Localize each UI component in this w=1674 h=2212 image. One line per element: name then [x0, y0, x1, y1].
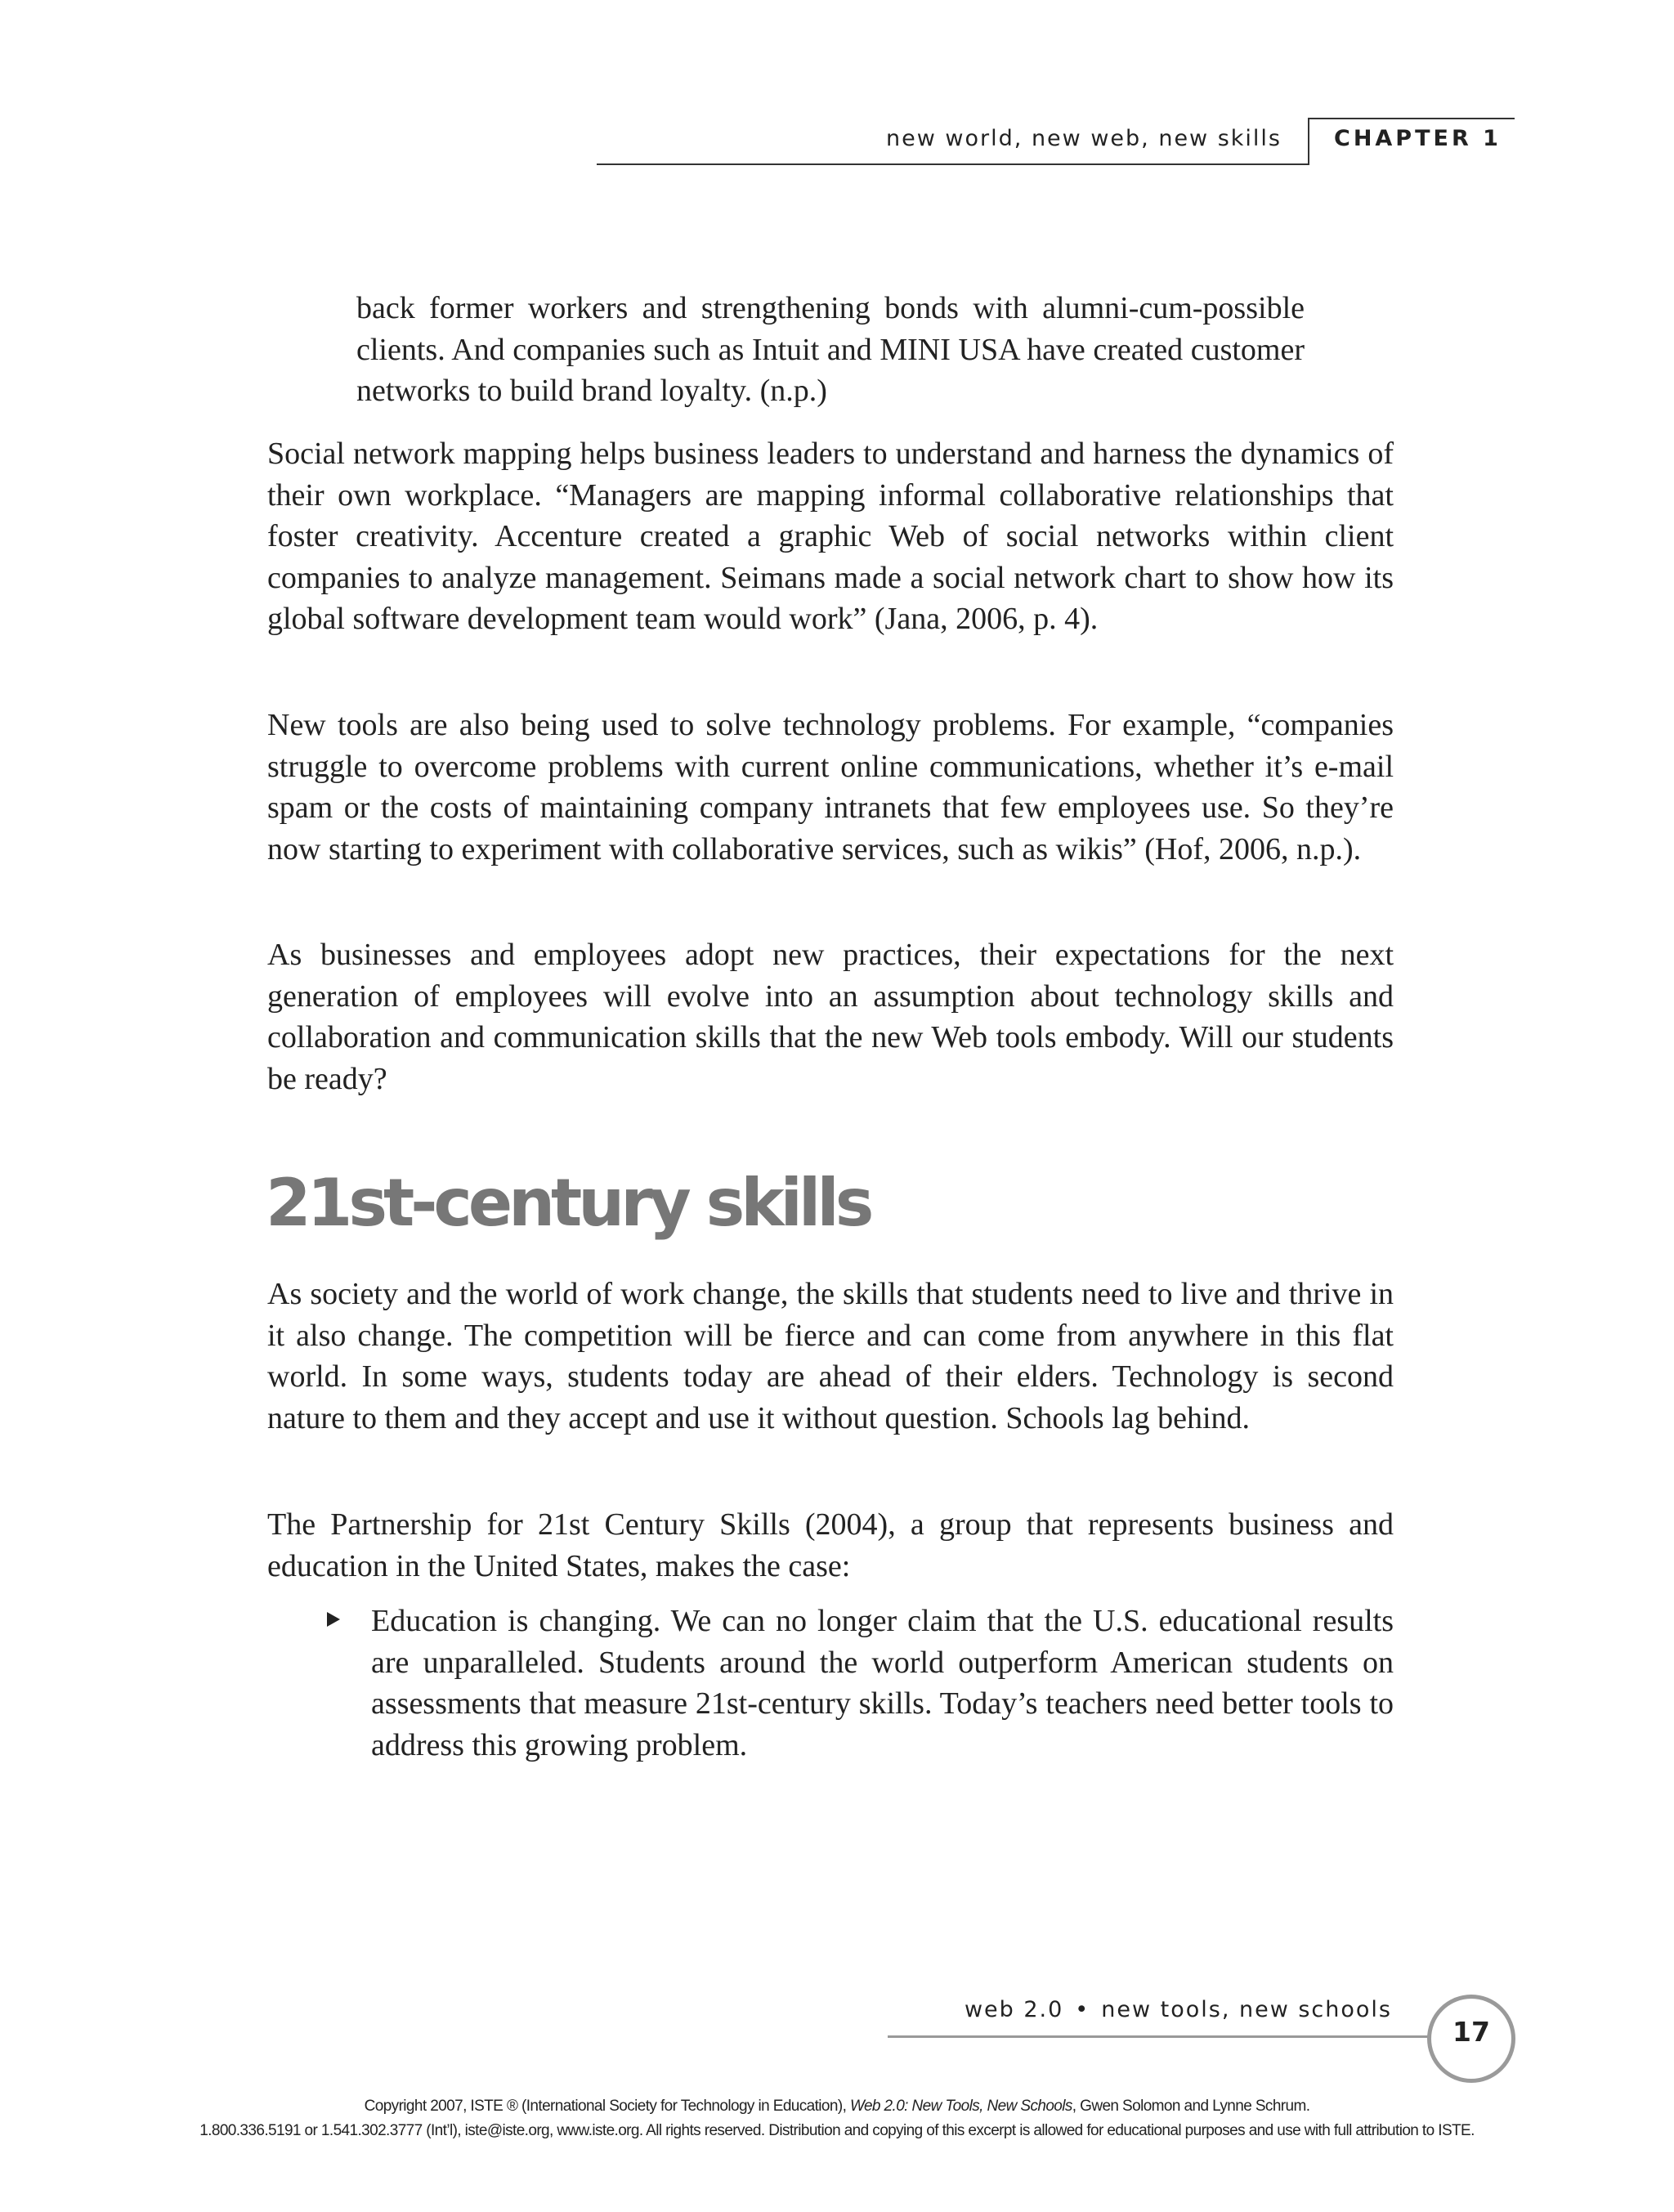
- copyright-text: , Gwen Solomon and Lynne Schrum.: [1072, 2098, 1310, 2115]
- paragraph: As society and the world of work change, the skills that students need to live and thrive in it also change. The competition will be fierce and can come from anywhere in this flat world. In some ways, students today are ahead of their elders. Technology is second nature to them and they accept and use it without question. Schools lag behind.: [267, 1277, 1394, 1435]
- running-header-title: new world, new web, new skills: [886, 126, 1282, 151]
- page-number: 17: [1452, 2016, 1490, 2048]
- bullet-text: Education is changing. We can no longer claim that the U.S. educational results are unparalleled. Students around the world outperform American students on assessments that measure 21st-century skills. Today’s teachers need better tools to address this growing problem.: [371, 1604, 1394, 1762]
- copyright-contact-line: 1.800.336.5191 or 1.541.302.3777 (Int’l), iste@iste.org, www.iste.org. All rights reserved. Distribution and copying of this excerpt is allowed for educational purposes and use with full attribution to ISTE.: [199, 2122, 1475, 2139]
- book-title-part: web 2.0: [964, 1997, 1064, 2022]
- chapter-label: CHAPTER 1: [1334, 126, 1502, 151]
- running-footer-title: [965, 1997, 1392, 2022]
- copyright-line: [0, 2098, 1674, 2116]
- block-quote-continued: back former workers and strengthening bonds with alumni-cum-possible clients. And companies such as Intuit and MINI USA have created customer networks to build brand loyalty. (n.p.): [356, 291, 1305, 408]
- book-title-part: new tools, new schools: [1101, 1997, 1392, 2022]
- footer-rule: [888, 2035, 1430, 2038]
- triangle-bullet-icon: [327, 1612, 340, 1627]
- chapter-tab-rule: [1308, 118, 1515, 119]
- chapter-tab-divider: [1308, 118, 1309, 165]
- section-heading: 21st-century skills: [266, 1165, 871, 1241]
- book-title-italic: Web 2.0: New Tools, New Schools: [849, 2098, 1072, 2115]
- paragraph: The Partnership for 21st Century Skills (2004), a group that represents business and education in the United States, makes the case:: [267, 1507, 1394, 1583]
- paragraph: Social network mapping helps business leaders to understand and harness the dynamics of their own workplace. “Managers are mapping informal collaborative relationships that foster creativity. Accenture created a graphic Web of social networks within client companies to analyze management. Seimans made a social network chart to show how its global software development team would work” (Jana, 2006, p. 4).: [267, 437, 1394, 636]
- copyright-text: Copyright 2007, ISTE ® (International Society for Technology in Education),: [364, 2098, 850, 2115]
- paragraph: As businesses and employees adopt new practices, their expectations for the next generation of employees will evolve into an assumption about technology skills and collaboration and communication skills that the new Web tools embody. Will our students be ready?: [267, 938, 1394, 1096]
- header-rule: [597, 163, 1308, 165]
- bullet-separator: •: [1075, 1997, 1090, 2022]
- paragraph: New tools are also being used to solve technology problems. For example, “companies struggle to overcome problems with current online communications, whether it’s e-mail spam or the costs of maintaining company intranets that few employees use. So they’re now starting to experiment with collaborative services, such as wikis” (Hof, 2006, n.p.).: [267, 708, 1394, 866]
